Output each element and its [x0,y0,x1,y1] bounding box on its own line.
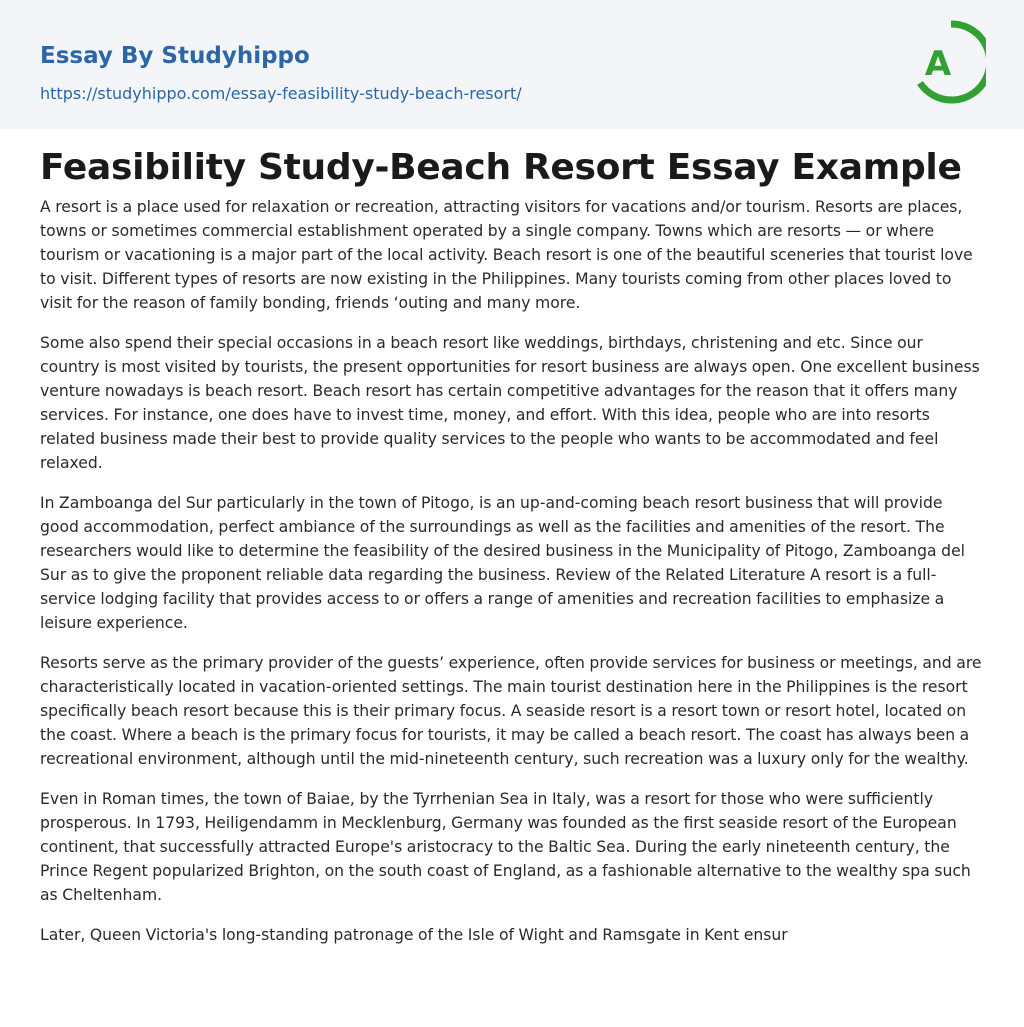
site-title[interactable]: Essay By Studyhippo [40,43,310,69]
paragraph: Even in Roman times, the town of Baiae, by the Tyrrhenian Sea in Italy, was a resort for those who were sufficiently prosperous. In 1793, Heiligendamm in Mecklenburg, Germany was founded as the first seaside resort of the European continent, that successfully attracted Europe's aristocracy to the Baltic Sea. During the early nineteenth century, the Prince Regent popularized Brighton, on the south coast of England, as a fashionable alternative to the wealthy spa such as Cheltenham. [40,790,971,904]
paragraph: Some also spend their special occasions in a beach resort like weddings, birthdays, christening and etc. Since our country is most visited by tourists, the present opportunities for resort business are always open. One excellent business venture nowadays is beach resort. Beach resort has certain competitive advantages for the reason that it offers many services. For instance, one does have to invest time, money, and effort. With this idea, people who are into resorts related business made their best to provide quality services to the people who wants to be accommodated and feel relaxed. [40,334,980,472]
page-title: Feasibility Study-Beach Resort Essay Example [40,147,962,188]
paragraph: Resorts serve as the primary provider of the guests’ experience, often provide services for business or meetings, and are characteristically located in vacation-oriented settings. The main tourist destination here in the Philippines is the resort specifically beach resort because this is their primary focus. A seaside resort is a resort town or resort hotel, located on the coast. Where a beach is the primary focus for tourists, it may be called a beach resort. The coast has always been a recreational environment, although until the mid-nineteenth century, such recreation was a luxury only for the wealthy. [40,654,982,768]
site-header [0,0,1024,129]
page-url-link[interactable]: https://studyhippo.com/essay-feasibility-study-beach-resort/ [40,84,522,103]
logo-letter: A [924,44,952,84]
article [0,129,1024,947]
paragraph: A resort is a place used for relaxation or recreation, attracting visitors for vacations and/or tourism. Resorts are places, towns or sometimes commercial establishment operated by a single company. Towns which are resorts — or where tourism or vacationing is a major part of the local activity. Beach resort is one of the beautiful sceneries that tourist love to visit. Different types of resorts are now existing in the Philippines. Many tourists coming from other places loved to visit for the reason of family bonding, friends ‘outing and many more. [40,198,973,312]
paragraph: Later, Queen Victoria's long-standing patronage of the Isle of Wight and Ramsgate in Kent ensur [40,926,788,944]
studyhippo-logo-icon[interactable] [916,19,986,105]
paragraph: In Zamboanga del Sur particularly in the town of Pitogo, is an up-and-coming beach resort business that will provide good accommodation, perfect ambiance of the surroundings as well as the facilities and amenities of the resort. The researchers would like to determine the feasibility of the desired business in the Municipality of Pitogo, Zamboanga del Sur as to give the proponent reliable data regarding the business. Review of the Related Literature A resort is a full-service lodging facility that provides access to or offers a range of amenities and recreation facilities to emphasize a leisure experience. [40,494,965,632]
